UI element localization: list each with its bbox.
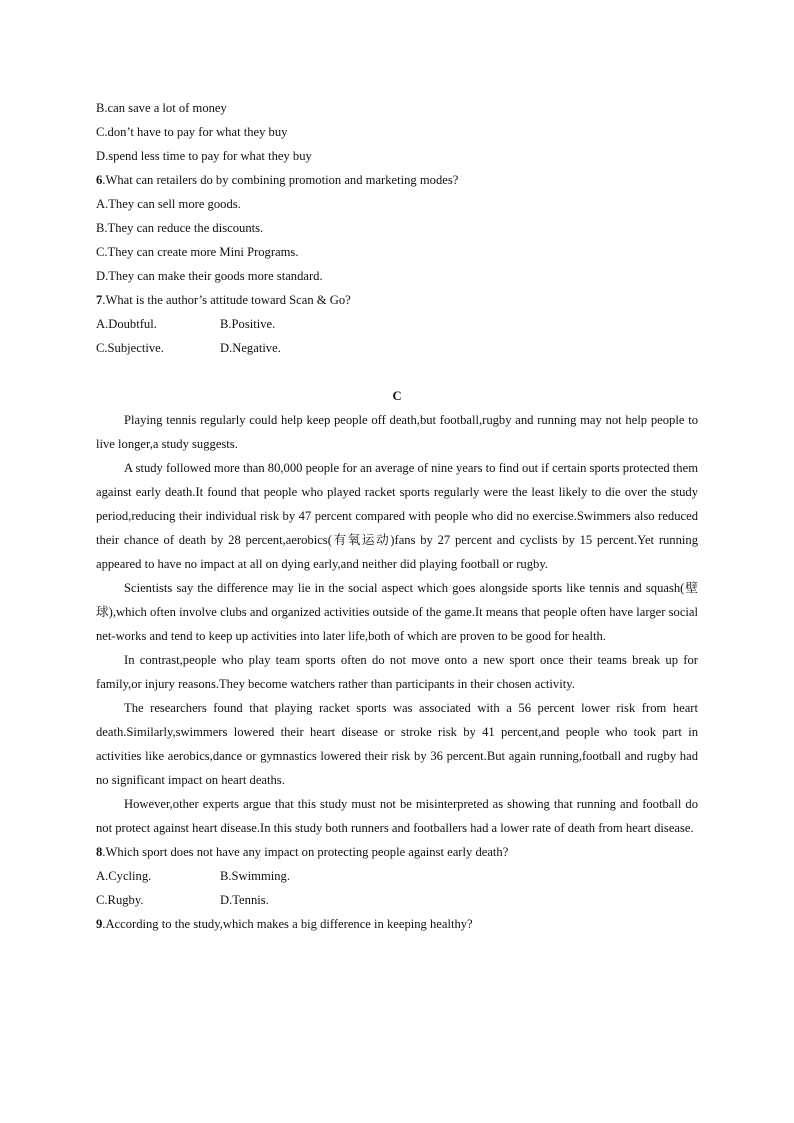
passage-paragraph: The researchers found that playing racket sports was associated with a 56 percent lower risk from heart death.Similarly,swimmers lowered their heart disease or stroke risk by 41 percent,and people who took part in activities like aerobics,dance or gymnastics lowered their risk by 36 percent.But again running,football and rugby had no significant impact on heart deaths.	[96, 701, 698, 787]
section-title: C	[392, 389, 402, 403]
option-c: C.Subjective.	[96, 341, 164, 355]
options-row	[96, 312, 698, 336]
option-b: B.They can reduce the discounts.	[96, 221, 264, 235]
question-text: .Which sport does not have any impact on protecting people against early death?	[102, 845, 509, 859]
option-c: C.don’t have to pay for what they buy	[96, 125, 288, 139]
question-9	[96, 912, 698, 936]
question-text: .What can retailers do by combining promotion and marketing modes?	[102, 173, 459, 187]
options-row	[96, 864, 698, 888]
question-number: 8	[96, 845, 103, 859]
passage-paragraph: Playing tennis regularly could help keep people off death,but football,rugby and running may not help people to live longer,a study suggests.	[96, 413, 698, 451]
passage-paragraph: Scientists say the difference may lie in the social aspect which goes alongside sports like tennis and squash(壁球),which often involve clubs and organized activities outside of the game.It means that people often have larger social net-works and tend to keep up activities into later life,both of which are proven to be good for health.	[96, 581, 698, 643]
option-d: D.Negative.	[220, 341, 281, 355]
options-row	[96, 888, 698, 912]
option-c: C.They can create more Mini Programs.	[96, 245, 299, 259]
passage-paragraph: However,other experts argue that this study must not be misinterpreted as showing that running and football do not protect against heart disease.In this study both runners and footballers had a lower rate of death from heart disease.	[96, 797, 698, 835]
option-d: D.spend less time to pay for what they buy	[96, 149, 312, 163]
option-d: D.They can make their goods more standard.	[96, 269, 323, 283]
option-a: A.Cycling.	[96, 869, 152, 883]
option-b: B.can save a lot of money	[96, 101, 227, 115]
option-a: A.They can sell more goods.	[96, 197, 241, 211]
option-a: A.Doubtful.	[96, 317, 157, 331]
question-number: 9	[96, 917, 103, 931]
exam-page	[96, 96, 698, 936]
option-b: B.Positive.	[220, 317, 276, 331]
question-6	[96, 168, 698, 192]
option-d: D.Tennis.	[220, 893, 269, 907]
passage-paragraph: In contrast,people who play team sports often do not move onto a new sport once their teams break up for family,or injury reasons.They become watchers rather than participants in their chosen activity.	[96, 653, 698, 691]
option-c: C.Rugby.	[96, 893, 144, 907]
question-number: 7	[96, 293, 103, 307]
question-7	[96, 288, 698, 312]
question-text: .According to the study,which makes a big difference in keeping healthy?	[102, 917, 473, 931]
question-number: 6	[96, 173, 103, 187]
option-b: B.Swimming.	[220, 869, 290, 883]
question-text: .What is the author’s attitude toward Scan & Go?	[102, 293, 351, 307]
passage-paragraph: A study followed more than 80,000 people for an average of nine years to find out if certain sports protected them against early death.It found that people who played racket sports regularly were the least likely to die over the study period,reducing their individual risk by 47 percent compared with people who did no exercise.Swimmers also reduced their chance of death by 28 percent,aerobics(有氧运动)fans by 27 percent and cyclists by 15 percent.Yet running appeared to have no impact at all on dying early,and neither did playing football or rugby.	[96, 461, 698, 571]
question-8	[96, 840, 698, 864]
options-row	[96, 336, 698, 360]
